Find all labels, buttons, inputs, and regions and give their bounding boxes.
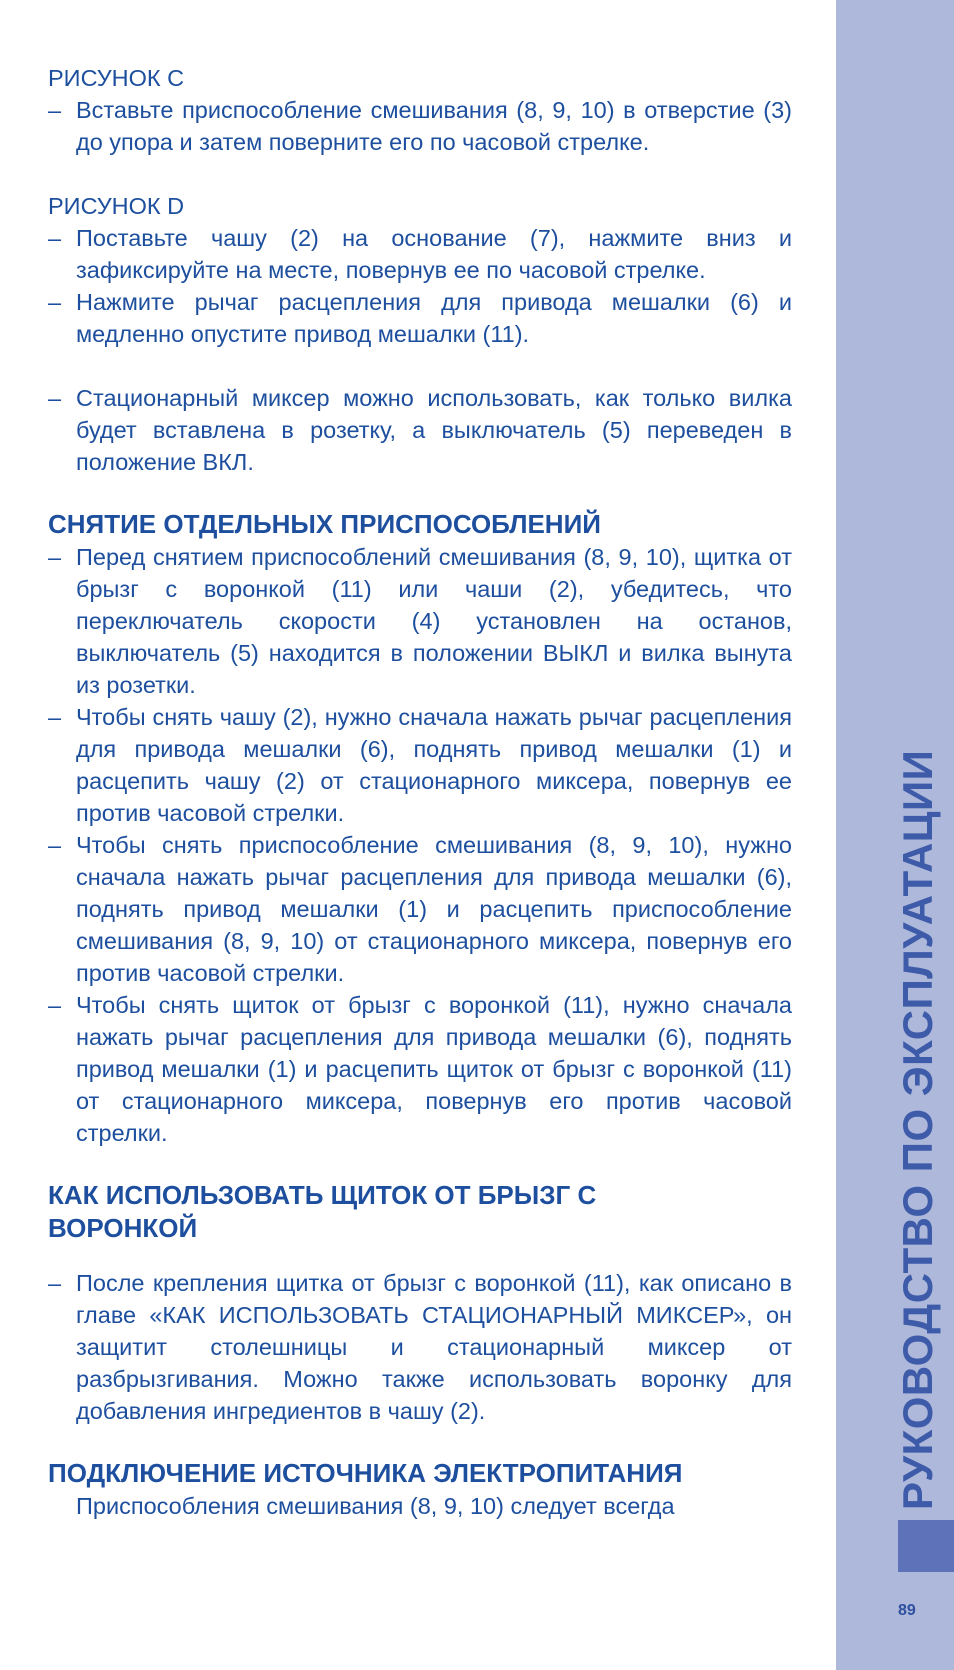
section-heading-power: ПОДКЛЮЧЕНИЕ ИСТОЧНИКА ЭЛЕКТРОПИТАНИЯ (48, 1458, 683, 1488)
figure-d-label: РИСУНОК D (48, 193, 185, 219)
list-item: – Нажмите рычаг расцепления для привода мешалки (6) и медленно опустите привод мешалки (11). (48, 286, 792, 350)
list-item: – Чтобы снять приспособление смешивания (8, 9, 10), нужно сначала нажать рычаг расцепления для привода мешалки (6), поднять привод мешалки (1) и расцепить приспособление смешивания (8, 9, 10) от стационарного миксера, повернув его против часовой стрелки. (48, 829, 792, 989)
list-item: – Стационарный миксер можно использовать, как только вилка будет вставлена в розетку, а выключатель (5) переведен в положение ВКЛ. (48, 382, 792, 478)
sidebar-color-block (898, 1520, 954, 1572)
sidebar-title: РУКОВОДСТВО ПО ЭКСПЛУАТАЦИИ (894, 749, 941, 1510)
list-item: – Вставьте приспособление смешивания (8, 9, 10) в отверстие (3) до упора и затем поверните его по часовой стрелке. (48, 94, 792, 158)
manual-content (48, 62, 792, 1522)
list-item: – После крепления щитка от брызг с воронкой (11), как описано в главе «КАК ИСПОЛЬЗОВАТЬ СТАЦИОНАРНЫЙ МИКСЕР», он защитит столешницы и стационарный миксер от разбрызгивания. Можно также использовать воронку для добавления ингредиентов в чашу (2). (48, 1267, 792, 1427)
dash-bullet: – (48, 385, 62, 411)
dash-bullet: – (48, 289, 62, 315)
dash-bullet: – (48, 544, 62, 570)
dash-bullet: – (48, 97, 62, 123)
figure-c-label: РИСУНОК C (48, 65, 185, 91)
list-item: – Поставьте чашу (2) на основание (7), нажмите вниз и зафиксируйте на месте, повернув ее по часовой стрелке. (48, 222, 792, 286)
dash-bullet: – (48, 832, 62, 858)
section-heading-removal: СНЯТИЕ ОТДЕЛЬНЫХ ПРИСПОСОБЛЕНИЙ (48, 509, 601, 539)
section-heading-splash-guard: КАК ИСПОЛЬЗОВАТЬ ЩИТОК ОТ БРЫЗГ С ВОРОНКОЙ (48, 1180, 597, 1243)
paragraph-text: Приспособления смешивания (8, 9, 10) следует всегда (76, 1493, 675, 1519)
dash-bullet: – (48, 992, 62, 1018)
dash-bullet: – (48, 225, 62, 251)
page-number: 89 (898, 1602, 916, 1619)
list-item: – Чтобы снять чашу (2), нужно сначала нажать рычаг расцепления для привода мешалки (6), поднять привод мешалки (1) и расцепить чашу (2) от стационарного миксера, повернув ее против часовой стрелки. (48, 701, 792, 829)
list-item: – Чтобы снять щиток от брызг с воронкой (11), нужно сначала нажать рычаг расцепления для привода мешалки (6), поднять привод мешалки (1) и расцепить щиток от брызг с воронкой (11) от стационарного миксера, повернув его против часовой стрелки. (48, 989, 792, 1149)
list-item: – Перед снятием приспособлений смешивания (8, 9, 10), щитка от брызг с воронкой (11) или чаши (2), убедитесь, что переключатель скорости (4) установлен на останов, выключатель (5) находится в положении ВЫКЛ и вилка вынута из розетки. (48, 541, 792, 701)
dash-bullet: – (48, 1270, 62, 1296)
dash-bullet: – (48, 704, 62, 730)
